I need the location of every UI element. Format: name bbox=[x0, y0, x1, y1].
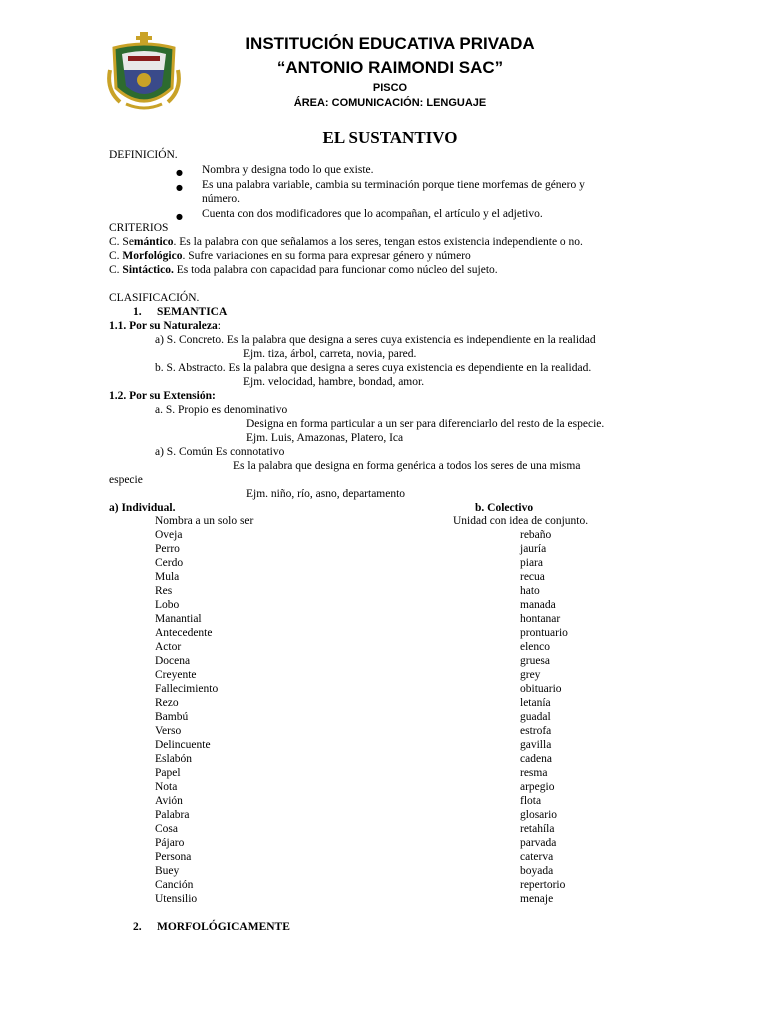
comun-definition: Es la palabra que designa en forma genérica a todos los seres de una misma bbox=[233, 460, 581, 472]
colectivo-noun-item: glosario bbox=[520, 809, 558, 821]
individual-noun-item: Actor bbox=[155, 641, 182, 653]
individual-noun-item: Utensilio bbox=[155, 893, 198, 905]
colectivo-noun-item: hato bbox=[520, 585, 540, 597]
colectivo-noun-item: menaje bbox=[520, 893, 554, 905]
colectivo-noun-item: estrofa bbox=[520, 725, 552, 737]
individual-subheading: Nombra a un solo ser bbox=[155, 515, 254, 527]
concreto-example: Ejm. tiza, árbol, carreta, novia, pared. bbox=[243, 348, 417, 360]
institution-name: INSTITUCIÓN EDUCATIVA PRIVADA bbox=[245, 34, 535, 53]
individual-noun-item: Rezo bbox=[155, 697, 179, 709]
bullet-dot-icon: ● bbox=[176, 183, 183, 192]
colectivo-noun-item: retahíla bbox=[520, 823, 555, 835]
individual-noun-item: Buey bbox=[155, 865, 180, 877]
individual-noun-item: Creyente bbox=[155, 669, 197, 681]
heading-naturaleza: 1.1. Por su Naturaleza: bbox=[109, 320, 221, 332]
individual-noun-item: Cerdo bbox=[155, 557, 184, 569]
comun-label: a) S. Común Es connotativo bbox=[155, 446, 285, 458]
colectivo-noun-item: gruesa bbox=[520, 655, 551, 667]
colectivo-noun-item: resma bbox=[520, 767, 548, 779]
definicion-bullet-3: Cuenta con dos modificadores que lo acompañan, el artículo y el adjetivo. bbox=[202, 208, 543, 220]
definicion-bullet-1: Nombra y designa todo lo que existe. bbox=[202, 164, 374, 176]
individual-noun-item: Fallecimiento bbox=[155, 683, 219, 695]
colectivo-heading: b. Colectivo bbox=[475, 502, 534, 514]
clasificacion-label: CLASIFICACIÓN. bbox=[109, 292, 200, 304]
individual-noun-item: Manantial bbox=[155, 613, 202, 625]
area-label: ÁREA: COMUNICACIÓN: LENGUAJE bbox=[293, 97, 487, 109]
city-label: PISCO bbox=[372, 82, 408, 94]
colectivo-noun-item: piara bbox=[520, 557, 543, 569]
criterio-sintactico: C. Sintáctico. Es toda palabra con capacidad para funcionar como núcleo del sujeto. bbox=[109, 264, 498, 276]
colectivo-noun-item: letanía bbox=[520, 697, 551, 709]
criterio-semantico: C. Semántico. Es la palabra con que señalamos a los seres, tengan estos existencia independiente o no. bbox=[109, 236, 583, 248]
individual-noun-item: Pájaro bbox=[155, 837, 185, 849]
propio-definition: Designa en forma particular a un ser para diferenciarlo del resto de la especie. bbox=[246, 418, 605, 430]
abstracto-definition: b. S. Abstracto. Es la palabra que designa a seres cuya existencia es dependiente en la realidad. bbox=[155, 362, 592, 374]
heading-extension: 1.2. Por su Extensión: bbox=[109, 390, 216, 402]
colectivo-noun-item: boyada bbox=[520, 865, 554, 877]
colectivo-noun-item: arpegio bbox=[520, 781, 555, 793]
individual-noun-item: Persona bbox=[155, 851, 192, 863]
individual-heading: a) Individual. bbox=[109, 502, 176, 514]
colectivo-noun-item: repertorio bbox=[520, 879, 566, 891]
comun-example: Ejm. niño, río, asno, departamento bbox=[246, 488, 406, 500]
individual-noun-item: Cosa bbox=[155, 823, 178, 835]
institution-subname: “ANTONIO RAIMONDI SAC” bbox=[276, 58, 504, 77]
individual-noun-item: Canción bbox=[155, 879, 194, 891]
section-1-title: SEMANTICA bbox=[157, 306, 228, 318]
colectivo-noun-item: gavilla bbox=[520, 739, 552, 751]
individual-noun-item: Lobo bbox=[155, 599, 180, 611]
section-2-number: 2. bbox=[133, 921, 142, 933]
comun-definition-cont: especie bbox=[109, 474, 143, 486]
definicion-bullet-2b: número. bbox=[202, 193, 241, 205]
colectivo-noun-item: cadena bbox=[520, 753, 552, 765]
colectivo-noun-item: recua bbox=[520, 571, 545, 583]
definicion-label: DEFINICIÓN. bbox=[109, 149, 178, 161]
individual-noun-item: Oveja bbox=[155, 529, 183, 541]
propio-label: a. S. Propio es denominativo bbox=[155, 404, 288, 416]
colectivo-noun-item: guadal bbox=[520, 711, 551, 723]
bullet-dot-icon: ● bbox=[176, 168, 183, 177]
individual-noun-item: Papel bbox=[155, 767, 181, 779]
colectivo-noun-item: caterva bbox=[520, 851, 554, 863]
individual-noun-item: Bambú bbox=[155, 711, 189, 723]
colectivo-noun-item: flota bbox=[520, 795, 542, 807]
colectivo-noun-item: grey bbox=[520, 669, 541, 681]
individual-noun-item: Verso bbox=[155, 725, 182, 737]
individual-noun-item: Antecedente bbox=[155, 627, 213, 639]
colectivo-noun-item: prontuario bbox=[520, 627, 568, 639]
colectivo-noun-item: manada bbox=[520, 599, 556, 611]
definicion-bullet-2a: Es una palabra variable, cambia su terminación porque tiene morfemas de género y bbox=[202, 179, 585, 191]
colectivo-noun-item: rebaño bbox=[520, 529, 552, 541]
page-title: EL SUSTANTIVO bbox=[322, 128, 458, 147]
individual-noun-item: Mula bbox=[155, 571, 180, 583]
individual-noun-item: Delincuente bbox=[155, 739, 211, 751]
colectivo-noun-item: obituario bbox=[520, 683, 562, 695]
criterios-label: CRITERIOS bbox=[109, 222, 169, 234]
colectivo-list bbox=[520, 528, 568, 906]
concreto-definition: a) S. Concreto. Es la palabra que designa a seres cuya existencia es independiente en la realidad bbox=[155, 334, 596, 346]
section-1-number: 1. bbox=[133, 306, 142, 318]
colectivo-noun-item: hontanar bbox=[520, 613, 561, 625]
individual-list bbox=[155, 528, 218, 906]
section-2-title: MORFOLÓGICAMENTE bbox=[157, 921, 290, 933]
bullet-dot-icon: ● bbox=[176, 212, 183, 221]
individual-noun-item: Perro bbox=[155, 543, 180, 555]
individual-noun-item: Eslabón bbox=[155, 753, 193, 765]
colectivo-noun-item: elenco bbox=[520, 641, 551, 653]
colectivo-noun-item: jauría bbox=[520, 543, 547, 555]
abstracto-example: Ejm. velocidad, hambre, bondad, amor. bbox=[243, 376, 425, 388]
individual-noun-item: Nota bbox=[155, 781, 178, 793]
school-crest-logo bbox=[106, 30, 182, 114]
individual-noun-item: Docena bbox=[155, 655, 191, 667]
colectivo-subheading: Unidad con idea de conjunto. bbox=[453, 515, 589, 527]
colectivo-noun-item: parvada bbox=[520, 837, 557, 849]
propio-example: Ejm. Luis, Amazonas, Platero, Ica bbox=[246, 432, 404, 444]
individual-noun-item: Palabra bbox=[155, 809, 190, 821]
individual-noun-item: Avión bbox=[155, 795, 183, 807]
criterio-morfologico: C. Morfológico. Sufre variaciones en su forma para expresar género y número bbox=[109, 250, 471, 262]
individual-noun-item: Res bbox=[155, 585, 173, 597]
